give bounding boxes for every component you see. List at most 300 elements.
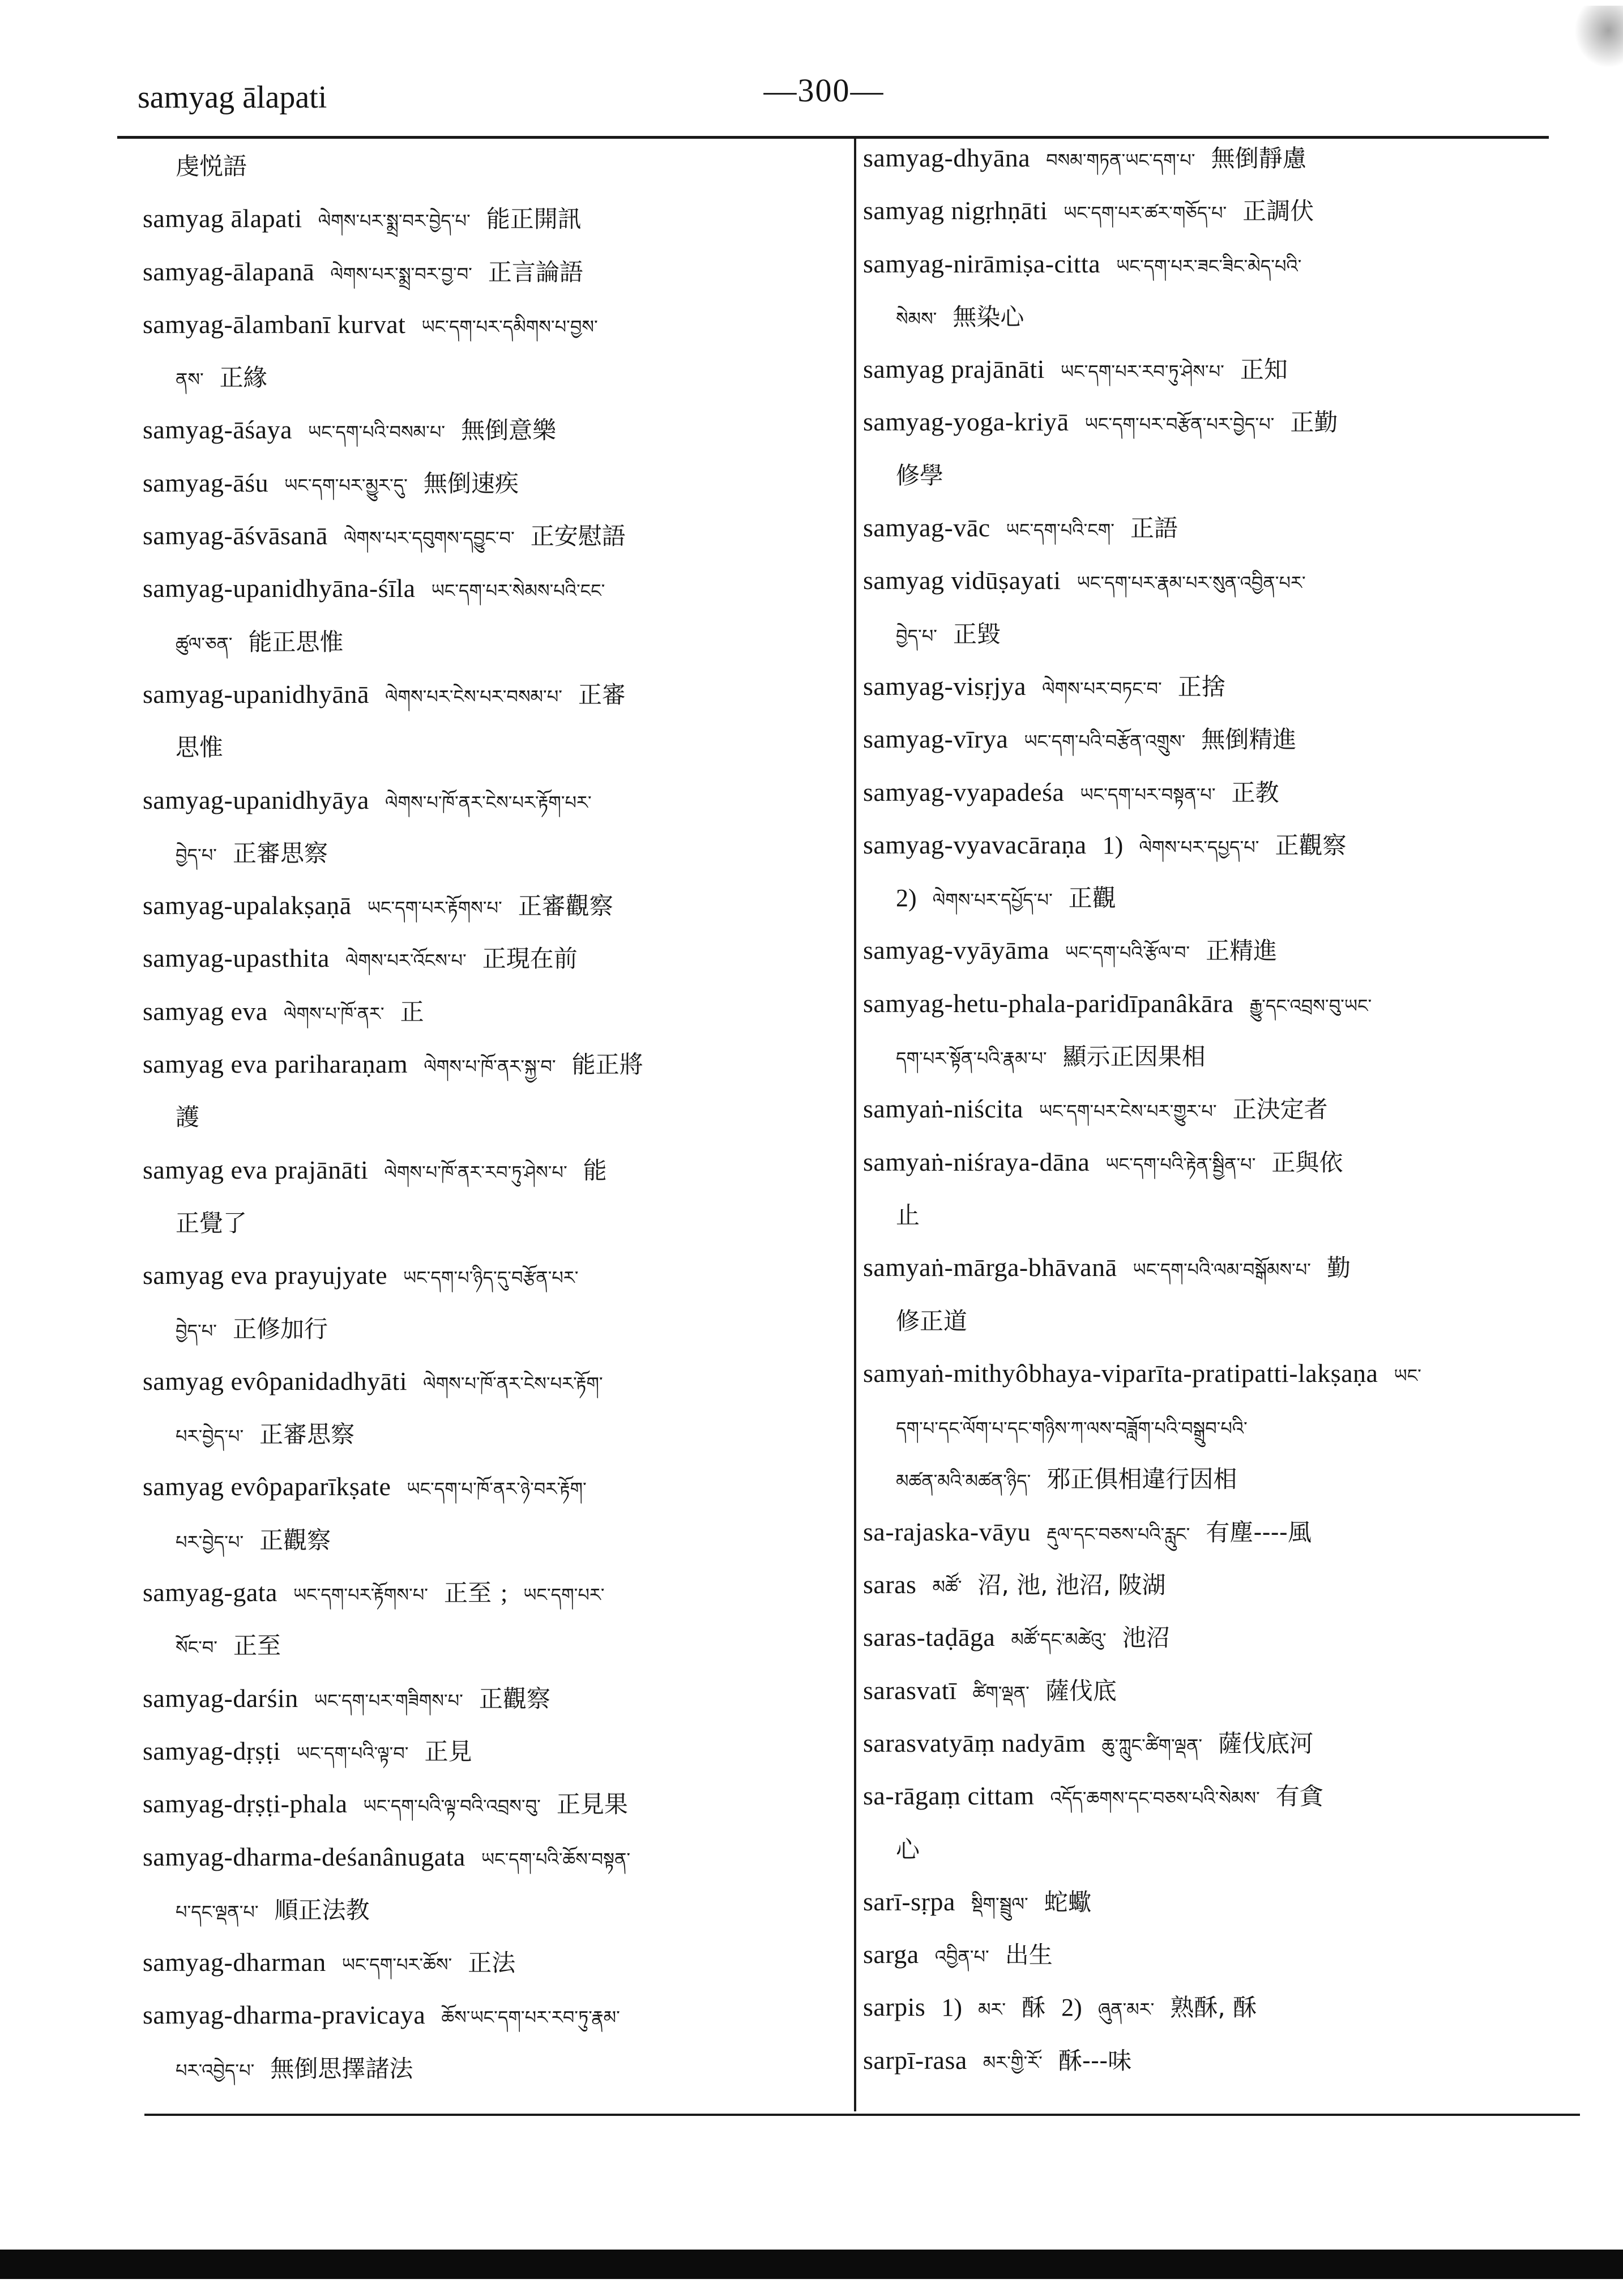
chinese-equivalent: 思惟: [176, 733, 224, 762]
entry-line: [143, 456, 848, 509]
sanskrit-headword: sarpī-rasa: [863, 2045, 967, 2075]
tibetan-equivalent: ལེགས་པར་འོངས་པ་: [345, 950, 467, 972]
dictionary-entry: [863, 977, 1579, 1083]
entry-line: [143, 1355, 848, 1407]
chinese-equivalent: 正毀: [953, 620, 1001, 648]
tibetan-equivalent: ལེགས་པ་ཁོ་ནར་: [283, 1002, 385, 1025]
sanskrit-headword: samyag-upanidhyāya: [143, 785, 369, 814]
tibetan-equivalent: ལེགས་པ་ཁོ་ནར་ངེས་པར་རྟོག་པར་: [385, 791, 592, 813]
tibetan-equivalent: ཡང་དག་པའི་རྟེན་སྦྱིན་པ་: [1105, 1153, 1256, 1175]
chinese-equivalent: 無倒意樂: [461, 416, 557, 445]
entry-line: [143, 1407, 848, 1460]
sanskrit-headword: samyag eva: [143, 996, 268, 1026]
entry-line: [143, 1038, 848, 1090]
dictionary-entry: [863, 712, 1579, 765]
sanskrit-headword: samyag-visṛjya: [863, 671, 1027, 701]
dictionary-entry: [143, 985, 848, 1038]
dictionary-entry: [863, 184, 1579, 237]
entry-line: [143, 720, 848, 773]
sanskrit-headword: sarga: [863, 1940, 919, 1969]
sanskrit-headword: sarasvatī: [863, 1675, 957, 1705]
sanskrit-headword: samyag-dharma-deśanânugata: [143, 1842, 465, 1871]
dictionary-entry: [143, 562, 848, 668]
entry-line: [863, 660, 1579, 712]
dictionary-entry: [143, 668, 848, 774]
tibetan-equivalent: ཡང་དག་པར་དམིགས་པ་བྱས་: [421, 315, 598, 338]
sanskrit-headword: samyag prajānāti: [863, 355, 1045, 384]
entry-line: [863, 1347, 1579, 1399]
tibetan-equivalent: ཡང་དག་པའི་ལམ་བསྒོམས་པ་: [1133, 1259, 1312, 1281]
chinese-equivalent: 正勤: [1290, 408, 1338, 437]
dictionary-entry: [143, 774, 848, 880]
sanskrit-headword: samyag-dhyāna: [863, 143, 1031, 172]
sanskrit-headword: samyag eva prajānāti: [143, 1155, 369, 1184]
sanskrit-headword: samyag-hetu-phala-paridīpanâkāra: [863, 988, 1234, 1018]
dictionary-entry: [863, 343, 1579, 395]
dictionary-entry: [143, 1725, 848, 1777]
entry-line: [143, 1672, 848, 1725]
dictionary-entry: [863, 924, 1579, 976]
entry-line: [143, 932, 848, 984]
dictionary-entry: [143, 509, 848, 562]
sanskrit-headword: samyag-dharman: [143, 1948, 326, 1977]
entry-line: [143, 1936, 848, 1988]
scan-artifact: [1574, 6, 1623, 68]
tibetan-equivalent: ཡང་དག་པའི་བརྩོན་འགྲུས་: [1024, 731, 1186, 753]
footer-rule: [144, 2114, 1580, 2116]
sanskrit-headword: samyag-dṛṣṭi-phala: [143, 1789, 348, 1819]
chinese-equivalent: 薩伐底: [1045, 1676, 1117, 1705]
tibetan-equivalent: ལེགས་པར་སྨྲ་བར་བྱ་བ་: [330, 263, 472, 285]
dictionary-entry: [143, 1830, 848, 1936]
sanskrit-headword: samyag-vyapadeśa: [863, 777, 1065, 806]
chinese-equivalent: 正安慰語: [530, 522, 626, 550]
dictionary-entry: [143, 932, 848, 984]
tibetan-equivalent: ཡང་དག་པར་: [523, 1584, 605, 1606]
dictionary-entry: [863, 1981, 1579, 2033]
chinese-equivalent: 蛇蠍: [1044, 1888, 1092, 1916]
tibetan-equivalent: འབྱིན་པ་: [934, 1946, 989, 1968]
chinese-equivalent: 酥: [1022, 1994, 1046, 2022]
entry-line: [143, 509, 848, 562]
dictionary-entry: [143, 192, 848, 245]
dictionary-entry: [863, 554, 1579, 660]
tibetan-equivalent: པ་དང་ལྡན་པ་: [176, 1901, 259, 1923]
sanskrit-headword: samyag-vyavacāraṇa: [863, 830, 1087, 859]
chinese-equivalent: 正見: [424, 1737, 472, 1765]
dictionary-entry: [143, 1988, 848, 2094]
chinese-equivalent: 正調伏: [1242, 197, 1314, 225]
entry-line: [143, 1249, 848, 1301]
tibetan-equivalent: ཡང་དག་པར་རྣམ་པར་སུན་འབྱིན་པར་: [1077, 572, 1306, 594]
entry-line: [863, 1452, 1579, 1505]
sanskrit-headword: saras-taḍāga: [863, 1623, 996, 1652]
entry-line: [863, 1928, 1579, 1981]
dictionary-entry: [863, 1505, 1579, 1558]
dictionary-entry: [143, 1355, 848, 1461]
chinese-equivalent: 正觀: [1068, 884, 1116, 912]
tibetan-equivalent: པར་འབྱེད་པ་: [176, 2059, 255, 2081]
chinese-equivalent: 正觀察: [479, 1684, 550, 1713]
dictionary-entry: [143, 879, 848, 932]
entry-line: [143, 139, 848, 192]
tibetan-equivalent: ཆུ་ཀླུང་ཚིག་ལྡན་: [1101, 1734, 1203, 1756]
chinese-equivalent: 邪正俱相違行因相: [1047, 1465, 1237, 1493]
entry-line: [143, 1302, 848, 1355]
right-column: [863, 131, 1579, 2108]
entry-line: [863, 1399, 1579, 1452]
chinese-equivalent: 正法: [468, 1949, 516, 1977]
dictionary-entry: [143, 1143, 848, 1249]
dictionary-entry: [863, 1558, 1579, 1611]
dictionary-entry: [143, 1777, 848, 1830]
dictionary-entry: [143, 1566, 848, 1672]
entry-line: [863, 1875, 1579, 1928]
entry-line: [143, 1143, 848, 1196]
sanskrit-headword: samyag eva pariharaṇam: [143, 1049, 408, 1079]
chinese-equivalent: 沼, 池, 池沼, 陂湖: [977, 1571, 1166, 1599]
tibetan-equivalent: རྡུལ་དང་བཅས་པའི་རླུང་: [1047, 1523, 1190, 1545]
tibetan-equivalent: མཚོ་: [932, 1576, 962, 1598]
sanskrit-headword: sa-rāgaṃ cittam: [863, 1781, 1035, 1811]
tibetan-equivalent: ལེགས་པར་དབུགས་དབྱུང་བ་: [343, 527, 515, 549]
dictionary-entry: [863, 660, 1579, 712]
tibetan-equivalent: རྒྱུ་དང་འབྲས་བུ་ཡང་: [1249, 995, 1372, 1017]
entry-line: [863, 924, 1579, 976]
dictionary-entry: [863, 1241, 1579, 1347]
sanskrit-headword: samyaṅ-niścita: [863, 1094, 1023, 1124]
sanskrit-headword: samyag-upalakṣaṇā: [143, 891, 352, 920]
dictionary-entry: [863, 1082, 1579, 1135]
entry-line: [143, 245, 848, 298]
chinese-equivalent: 正見果: [556, 1790, 628, 1819]
sanskrit-headword: samyag-vyāyāma: [863, 936, 1049, 965]
sanskrit-headword: samyag-āśaya: [143, 415, 292, 445]
tibetan-equivalent: བྱེད་པ་: [176, 844, 217, 866]
chinese-equivalent: 護: [176, 1103, 200, 1132]
chinese-equivalent: 無倒靜慮: [1211, 144, 1306, 172]
separator: ;: [500, 1579, 508, 1607]
tibetan-equivalent: ལེགས་པར་སྨྲ་བར་བྱེད་པ་: [318, 210, 471, 232]
dictionary-entry: [863, 1347, 1579, 1505]
entry-line: [863, 1558, 1579, 1611]
tibetan-equivalent: ཡང་དག་པར་བསྟན་པ་: [1080, 783, 1216, 805]
entry-line: [863, 1717, 1579, 1769]
sanskrit-headword: sa-rajaska-vāyu: [863, 1517, 1031, 1546]
chinese-equivalent: 順正法教: [274, 1896, 370, 1924]
sanskrit-headword: samyaṅ-mithyôbhaya-viparīta-pratipatti-lakṣaṇa: [863, 1358, 1378, 1388]
entry-line: [143, 298, 848, 351]
chinese-equivalent: 熟酥, 酥: [1170, 1994, 1257, 2022]
entry-line: [863, 290, 1579, 343]
entry-line: [863, 712, 1579, 765]
chinese-equivalent: 正現在前: [482, 945, 578, 973]
tibetan-equivalent: ལེགས་པ་ཁོ་ནར་ངེས་པར་རྟོག་: [423, 1372, 603, 1394]
column-divider: [854, 136, 856, 2111]
chinese-equivalent: 能正開訊: [486, 205, 582, 233]
entry-line: [863, 554, 1579, 607]
sense-number: 1): [1102, 831, 1124, 859]
sanskrit-headword: samyag-āśvāsanā: [143, 521, 328, 550]
dictionary-entry: [863, 395, 1579, 501]
tibetan-equivalent: ཡང་དག་པའི་ལྟ་བའི་འབྲས་བུ་: [363, 1795, 541, 1817]
entry-line: [143, 1090, 848, 1143]
running-head: samyag ālapati: [138, 80, 327, 115]
tibetan-equivalent: ཡང་དག་པར་གཟིགས་པ་: [314, 1689, 463, 1712]
sanskrit-headword: samyag vidūṣayati: [863, 566, 1061, 595]
dictionary-entry: [863, 1928, 1579, 1981]
chinese-equivalent: 正捨: [1177, 672, 1225, 701]
dictionary-entry: [863, 1875, 1579, 1928]
tibetan-equivalent: ཡང་དག་པར་རབ་ཏུ་ཤེས་པ་: [1060, 361, 1224, 383]
tibetan-equivalent: ཡང་དག་པར་རྟོགས་པ་: [367, 897, 502, 919]
tibetan-equivalent: ཡང་དག་པར་རྟོགས་པ་: [293, 1584, 428, 1606]
sanskrit-headword: samyag nigṛhṇāti: [863, 196, 1048, 225]
sanskrit-headword: samyag-vīrya: [863, 724, 1009, 754]
entry-line: [863, 1505, 1579, 1558]
sense-number: 2): [1061, 1994, 1082, 2022]
chinese-equivalent: 正知: [1240, 356, 1288, 384]
dictionary-entry: [863, 237, 1579, 343]
entry-line: [863, 818, 1579, 871]
chinese-equivalent: 顯示正因果相: [1062, 1043, 1206, 1071]
sanskrit-headword: sarī-sṛpa: [863, 1887, 955, 1916]
tibetan-equivalent: ཡང་དག་པ་ཁོ་ནར་ཉེ་བར་རྟོག་: [407, 1478, 587, 1500]
tibetan-equivalent: ལེགས་པ་ཁོ་ནར་སྐྱ་བ་: [424, 1056, 556, 1078]
chinese-equivalent: 正精進: [1206, 937, 1278, 965]
sanskrit-headword: samyag ālapati: [143, 204, 302, 233]
tibetan-equivalent: མཚན་མའི་མཚན་ཉིད་: [896, 1470, 1031, 1492]
tibetan-equivalent: བྱེད་པ་: [896, 625, 937, 647]
tibetan-equivalent: བསམ་གཏན་ཡང་དག་པ་: [1046, 150, 1195, 171]
left-column: [143, 139, 848, 2108]
entry-line: [863, 1188, 1579, 1241]
sanskrit-headword: samyaṅ-mārga-bhāvanā: [863, 1253, 1117, 1282]
sanskrit-headword: samyag-darśin: [143, 1683, 298, 1713]
chinese-equivalent: 正教: [1231, 778, 1279, 806]
chinese-equivalent: 虔悦語: [176, 152, 247, 180]
chinese-equivalent: 正審思察: [233, 839, 328, 867]
dictionary-entry: [143, 1936, 848, 1988]
dictionary-entry: [143, 1249, 848, 1355]
tibetan-equivalent: ཚིག་ལྡན་: [972, 1682, 1030, 1704]
tibetan-equivalent: མར་གྱི་རོ་: [983, 2051, 1043, 2073]
dictionary-entry: [863, 1769, 1579, 1875]
tibetan-equivalent: ལེགས་པར་ངེས་པར་བསམ་པ་: [385, 685, 562, 707]
tibetan-equivalent: ཡང་དག་པར་ངེས་པར་གྱུར་པ་: [1039, 1100, 1217, 1123]
sanskrit-headword: samyag-ālapanā: [143, 257, 315, 286]
chinese-equivalent: 正緣: [219, 364, 267, 392]
chinese-equivalent: 正至: [443, 1579, 492, 1607]
tibetan-equivalent: དག་པར་སྟོན་པའི་རྣམ་པ་: [896, 1048, 1047, 1070]
tibetan-equivalent: འདོད་ཆགས་དང་བཅས་པའི་སེམས་: [1050, 1787, 1260, 1810]
sense-number: 1): [941, 1994, 962, 2022]
entry-line: [143, 562, 848, 614]
chinese-equivalent: 有塵----風: [1206, 1518, 1312, 1546]
chinese-equivalent: 正審: [578, 680, 626, 709]
dictionary-entry: [863, 1611, 1579, 1663]
tibetan-equivalent: ལེགས་པར་བཏང་བ་: [1042, 677, 1162, 699]
sanskrit-headword: samyag evôpanidadhyāti: [143, 1366, 408, 1395]
entry-line: [143, 1619, 848, 1671]
entry-line: [863, 977, 1579, 1030]
entry-line: [863, 1611, 1579, 1663]
sanskrit-headword: samyag-vāc: [863, 513, 990, 543]
page-number: —300—: [763, 72, 885, 109]
dictionary-entry: [143, 245, 848, 298]
chinese-equivalent: 正審思察: [259, 1420, 355, 1449]
tibetan-equivalent: ཡང་དག་པའི་ངག་: [1006, 519, 1114, 541]
entry-line: [863, 237, 1579, 290]
entry-line: [143, 1988, 848, 2041]
chinese-equivalent: 正審觀察: [518, 892, 613, 920]
dictionary-entry: [863, 766, 1579, 818]
entry-line: [143, 879, 848, 932]
entry-line: [143, 1460, 848, 1513]
sanskrit-headword: samyaṅ-niśraya-dāna: [863, 1147, 1090, 1176]
entry-line: [863, 2034, 1579, 2086]
entry-line: [863, 131, 1579, 184]
entry-line: [143, 1725, 848, 1777]
dictionary-entry: [863, 818, 1579, 924]
tibetan-equivalent: ཞུན་མར་: [1097, 1999, 1155, 2021]
tibetan-equivalent: ཡང་དག་པའི་ལྟ་བ་: [296, 1742, 409, 1764]
entry-line: [143, 2042, 848, 2094]
chinese-equivalent: 有貪: [1275, 1782, 1323, 1811]
entry-line: [863, 1136, 1579, 1188]
tibetan-equivalent: ཡང་དག་པར་ཚར་གཅོད་པ་: [1064, 202, 1227, 224]
tibetan-equivalent: མར་: [977, 1999, 1006, 2021]
dictionary-entry: [143, 1038, 848, 1143]
chinese-equivalent: 薩伐底河: [1218, 1729, 1314, 1757]
chinese-equivalent: 修學: [896, 461, 944, 489]
tibetan-equivalent: མཚོ་དང་མཚེའུ་: [1011, 1629, 1107, 1651]
chinese-equivalent: 修正道: [896, 1307, 968, 1335]
tibetan-equivalent: ཡང་དག་པའི་ཆོས་བསྟན་: [481, 1848, 631, 1870]
entry-line: [863, 184, 1579, 237]
chinese-equivalent: 正修加行: [233, 1315, 328, 1343]
entry-line: [863, 1664, 1579, 1717]
entry-line: [863, 501, 1579, 554]
entry-line: [143, 1777, 848, 1830]
sanskrit-headword: samyag-yoga-kriyā: [863, 407, 1069, 437]
tibetan-equivalent: ཡང་དག་པའི་བསམ་པ་: [308, 421, 446, 443]
chinese-equivalent: 能正思惟: [248, 628, 344, 656]
tibetan-equivalent: ལེགས་པ་ཁོ་ནར་རབ་ཏུ་ཤེས་པ་: [384, 1161, 567, 1183]
scan-edge-band: [0, 2250, 1623, 2279]
chinese-equivalent: 無倒精進: [1201, 725, 1297, 754]
entry-line: [143, 1196, 848, 1249]
entry-line: [863, 1030, 1579, 1082]
chinese-equivalent: 心: [896, 1835, 920, 1863]
chinese-equivalent: 正至: [233, 1632, 281, 1660]
entry-line: [143, 1513, 848, 1566]
sanskrit-headword: samyag-dṛṣṭi: [143, 1736, 281, 1765]
chinese-equivalent: 勤: [1327, 1254, 1351, 1282]
entry-line: [863, 1769, 1579, 1822]
dictionary-entry: [863, 2034, 1579, 2086]
tibetan-equivalent: ཡང་དག་པར་སེམས་པའི་ངང་: [431, 580, 605, 602]
entry-line: [863, 1981, 1579, 2033]
tibetan-equivalent: སྡིག་སྦྲུལ་: [971, 1893, 1028, 1915]
entry-line: [863, 343, 1579, 395]
sanskrit-headword: samyag-āśu: [143, 468, 269, 497]
chinese-equivalent: 無倒速疾: [423, 469, 519, 497]
entry-line: [143, 192, 848, 245]
sanskrit-headword: sarpis: [863, 1992, 926, 2022]
entry-line: [143, 403, 848, 456]
entry-line: [863, 871, 1579, 924]
chinese-equivalent: 能: [583, 1156, 607, 1184]
chinese-equivalent: 正覺了: [176, 1209, 247, 1237]
tibetan-equivalent: དག་པ་དང་ལོག་པ་དང་གཉིས་ཀ་ལས་བཟློག་པའི་བསྒྲུབ་པའི་: [896, 1418, 1248, 1440]
chinese-equivalent: 池沼: [1122, 1624, 1170, 1652]
entry-line: [863, 1823, 1579, 1875]
tibetan-equivalent: པར་བྱེད་པ་: [176, 1531, 244, 1553]
chinese-equivalent: 能正將: [571, 1051, 643, 1079]
tibetan-equivalent: ཡང་: [1394, 1364, 1421, 1386]
tibetan-equivalent: པར་བྱེད་པ་: [176, 1426, 244, 1448]
tibetan-equivalent: ཚུལ་ཅན་: [176, 633, 233, 655]
sanskrit-headword: samyag-upasthita: [143, 944, 330, 973]
sanskrit-headword: samyag eva prayujyate: [143, 1261, 387, 1290]
dictionary-entry: [143, 403, 848, 456]
entry-line: [143, 1830, 848, 1883]
tibetan-equivalent: སེམས་: [896, 308, 937, 330]
sanskrit-headword: sarasvatyāṃ nadyām: [863, 1728, 1086, 1757]
sanskrit-headword: samyag-upanidhyānā: [143, 679, 369, 709]
entry-line: [863, 607, 1579, 660]
sanskrit-headword: samyag-upanidhyāna-śīla: [143, 574, 416, 603]
tibetan-equivalent: ལེགས་པར་དཔྱད་པ་: [1139, 836, 1259, 858]
chinese-equivalent: 正觀察: [1275, 831, 1347, 859]
tibetan-equivalent: ཡང་དག་པར་མྱུར་དུ་: [284, 474, 408, 496]
tibetan-equivalent: ཡང་དག་པ་ཉིད་དུ་བརྩོན་པར་: [403, 1267, 579, 1289]
entry-line: [143, 615, 848, 668]
dictionary-entry: [143, 1672, 848, 1725]
entry-line: [863, 449, 1579, 501]
dictionary-entry: [143, 1460, 848, 1566]
tibetan-equivalent: ཡང་དག་པའི་རྩོལ་བ་: [1065, 942, 1190, 964]
tibetan-equivalent: ཡང་དག་པར་བརྩོན་པར་བྱེད་པ་: [1084, 413, 1275, 436]
chinese-equivalent: 正語: [1130, 514, 1178, 543]
chinese-equivalent: 出生: [1005, 1941, 1053, 1969]
chinese-equivalent: 酥---味: [1058, 2046, 1132, 2075]
tibetan-equivalent: སོང་བ་: [176, 1637, 218, 1659]
tibetan-equivalent: ནས་: [176, 369, 204, 391]
entry-line: [863, 766, 1579, 818]
entry-line: [143, 1883, 848, 1936]
sanskrit-headword: samyag-gata: [143, 1578, 277, 1607]
sanskrit-headword: samyag-nirāmiṣa-citta: [863, 249, 1101, 278]
entry-line: [143, 985, 848, 1038]
tibetan-equivalent: བྱེད་པ་: [176, 1320, 217, 1342]
tibetan-equivalent: ལེགས་པར་དཔྱོད་པ་: [932, 889, 1053, 911]
chinese-equivalent: 正: [400, 997, 424, 1026]
dictionary-entry: [863, 1717, 1579, 1769]
sense-number: 2): [896, 884, 917, 912]
chinese-equivalent: 正與依: [1271, 1148, 1343, 1176]
entry-line: [863, 1082, 1579, 1135]
entry-line: [143, 774, 848, 826]
sanskrit-headword: samyag-ālambanī kurvat: [143, 309, 406, 339]
sanskrit-headword: samyag-dharma-pravicaya: [143, 2000, 426, 2030]
tibetan-equivalent: ཡང་དག་པར་ཆོས་: [341, 1954, 452, 1976]
entry-line: [143, 1566, 848, 1619]
sanskrit-headword: samyag evôpaparīkṣate: [143, 1472, 391, 1501]
entry-line: [863, 1241, 1579, 1294]
chinese-equivalent: 正言論語: [488, 258, 583, 286]
